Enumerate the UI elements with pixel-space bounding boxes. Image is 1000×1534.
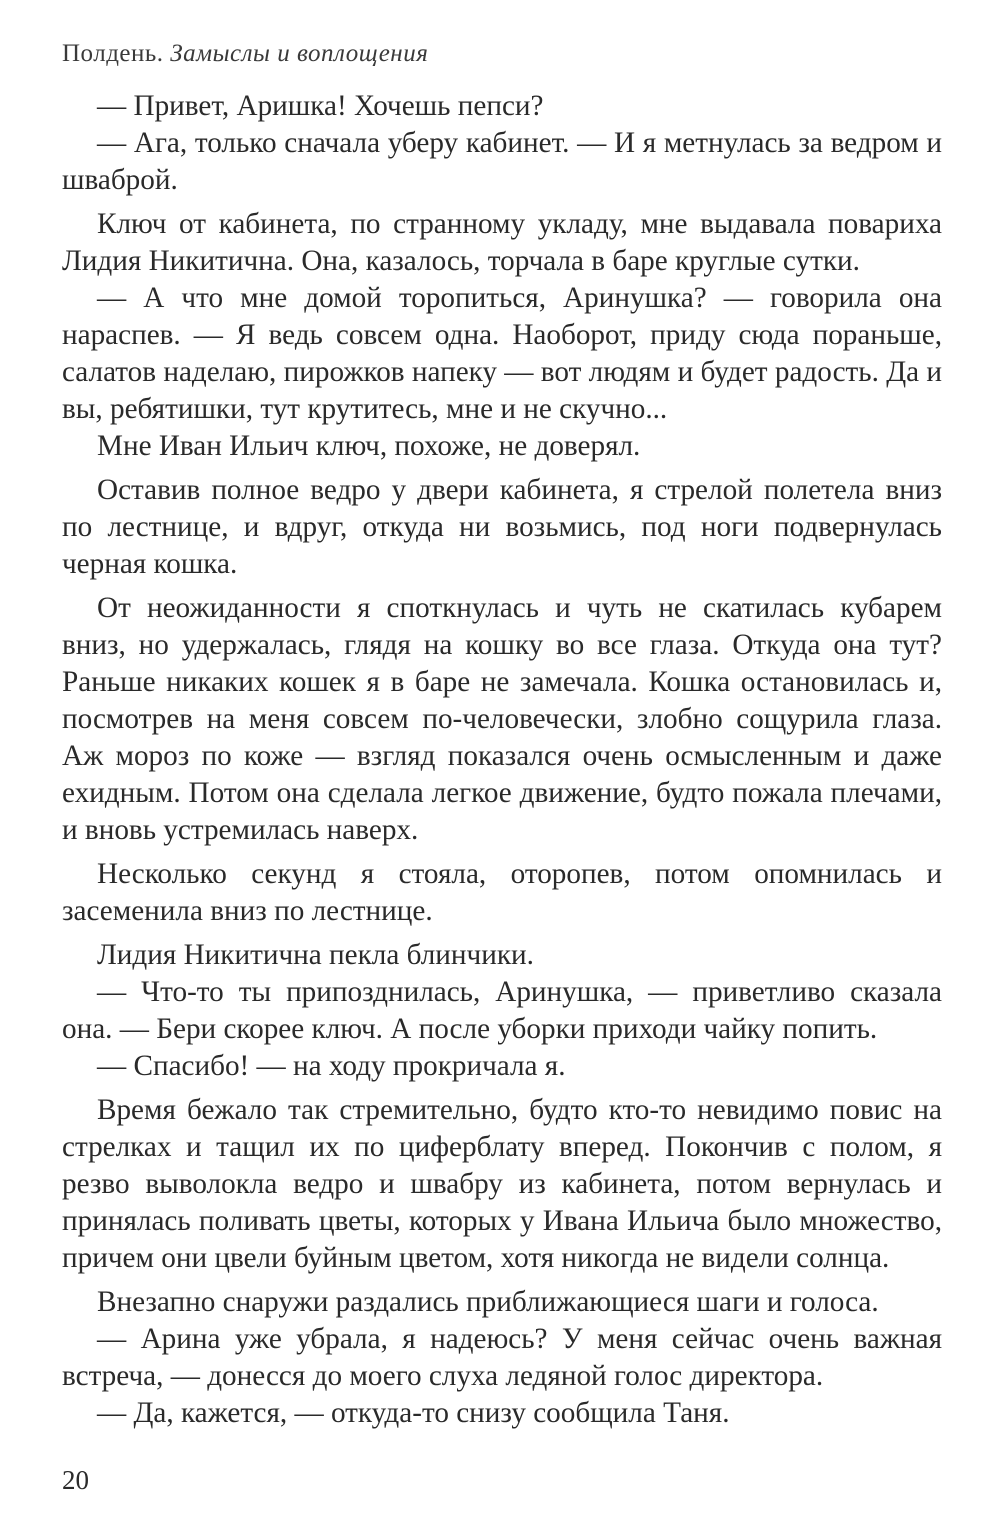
paragraph: — Привет, Аришка! Хочешь пепси? [97,90,544,122]
paragraph: Несколько секунд я стояла, оторопев, потом опомнилась и засеменила вниз по лестнице. [62,858,942,927]
running-head-section: Полдень. [62,40,164,67]
paragraph: — Спасибо! — на ходу прокричала я. [97,1050,566,1082]
paragraph: — Ага, только сначала уберу кабинет. — И я метнулась за ведром и шваброй. [62,127,942,196]
paragraph: От неожиданности я споткнулась и чуть не скатилась кубарем вниз, но удержалась, глядя на кошку во все глаза. Откуда она тут? Раньше никаких кошек я в баре не замечала. Кошка остановилась и, посмотрев на меня совсем по-человечески, злобно сощурила глаза. Аж мороз по коже — взгляд показался очень осмысленным и даже ехидным. Потом она сделала легкое движение, будто пожала плечами, и вновь устремилась наверх. [62,592,942,846]
running-head [62,40,428,68]
paragraph: — Арина уже убрала, я надеюсь? У меня сейчас очень важная встреча, — донесся до моего слуха ледяной голос директора. [62,1323,942,1392]
paragraph: — Что-то ты припозднилась, Аринушка, — приветливо сказала она. — Бери скорее ключ. А после уборки приходи чайку попить. [62,976,942,1045]
paragraph: Ключ от кабинета, по странному укладу, мне выдавала повариха Лидия Никитична. Она, казалось, торчала в баре круглые сутки. [62,208,942,277]
paragraph: Внезапно снаружи раздались приближающиеся шаги и голоса. [97,1286,879,1318]
body-text [62,88,942,1432]
paragraph: Время бежало так стремительно, будто кто-то невидимо повис на стрелках и тащил их по циферблату вперед. Покончив с полом, я резво выволокла ведро и швабру из кабинета, потом вернулась и принялась поливать цветы, которых у Ивана Ильича было множество, причем они цвели буйным цветом, хотя никогда не видели солнца. [62,1094,942,1274]
paragraph: Оставив полное ведро у двери кабинета, я стрелой полетела вниз по лестнице, и вдруг, откуда ни возьмись, под ноги подвернулась черная кошка. [62,474,942,580]
page-number: 20 [62,1465,89,1495]
paragraph: Мне Иван Ильич ключ, похоже, не доверял. [97,430,641,462]
paragraph: — Да, кажется, — откуда-то снизу сообщила Таня. [97,1397,730,1429]
paragraph: — А что мне домой торопиться, Аринушка? — говорила она нараспев. — Я ведь совсем одна. Наоборот, приду сюда пораньше, салатов наделаю, пирожков напеку — вот людям и будет радость. Да и вы, ребятишки, тут крутитесь, мне и не скучно... [62,282,942,425]
paragraph: Лидия Никитична пекла блинчики. [97,939,534,971]
running-head-subtitle: Замыслы и воплощения [170,40,429,67]
